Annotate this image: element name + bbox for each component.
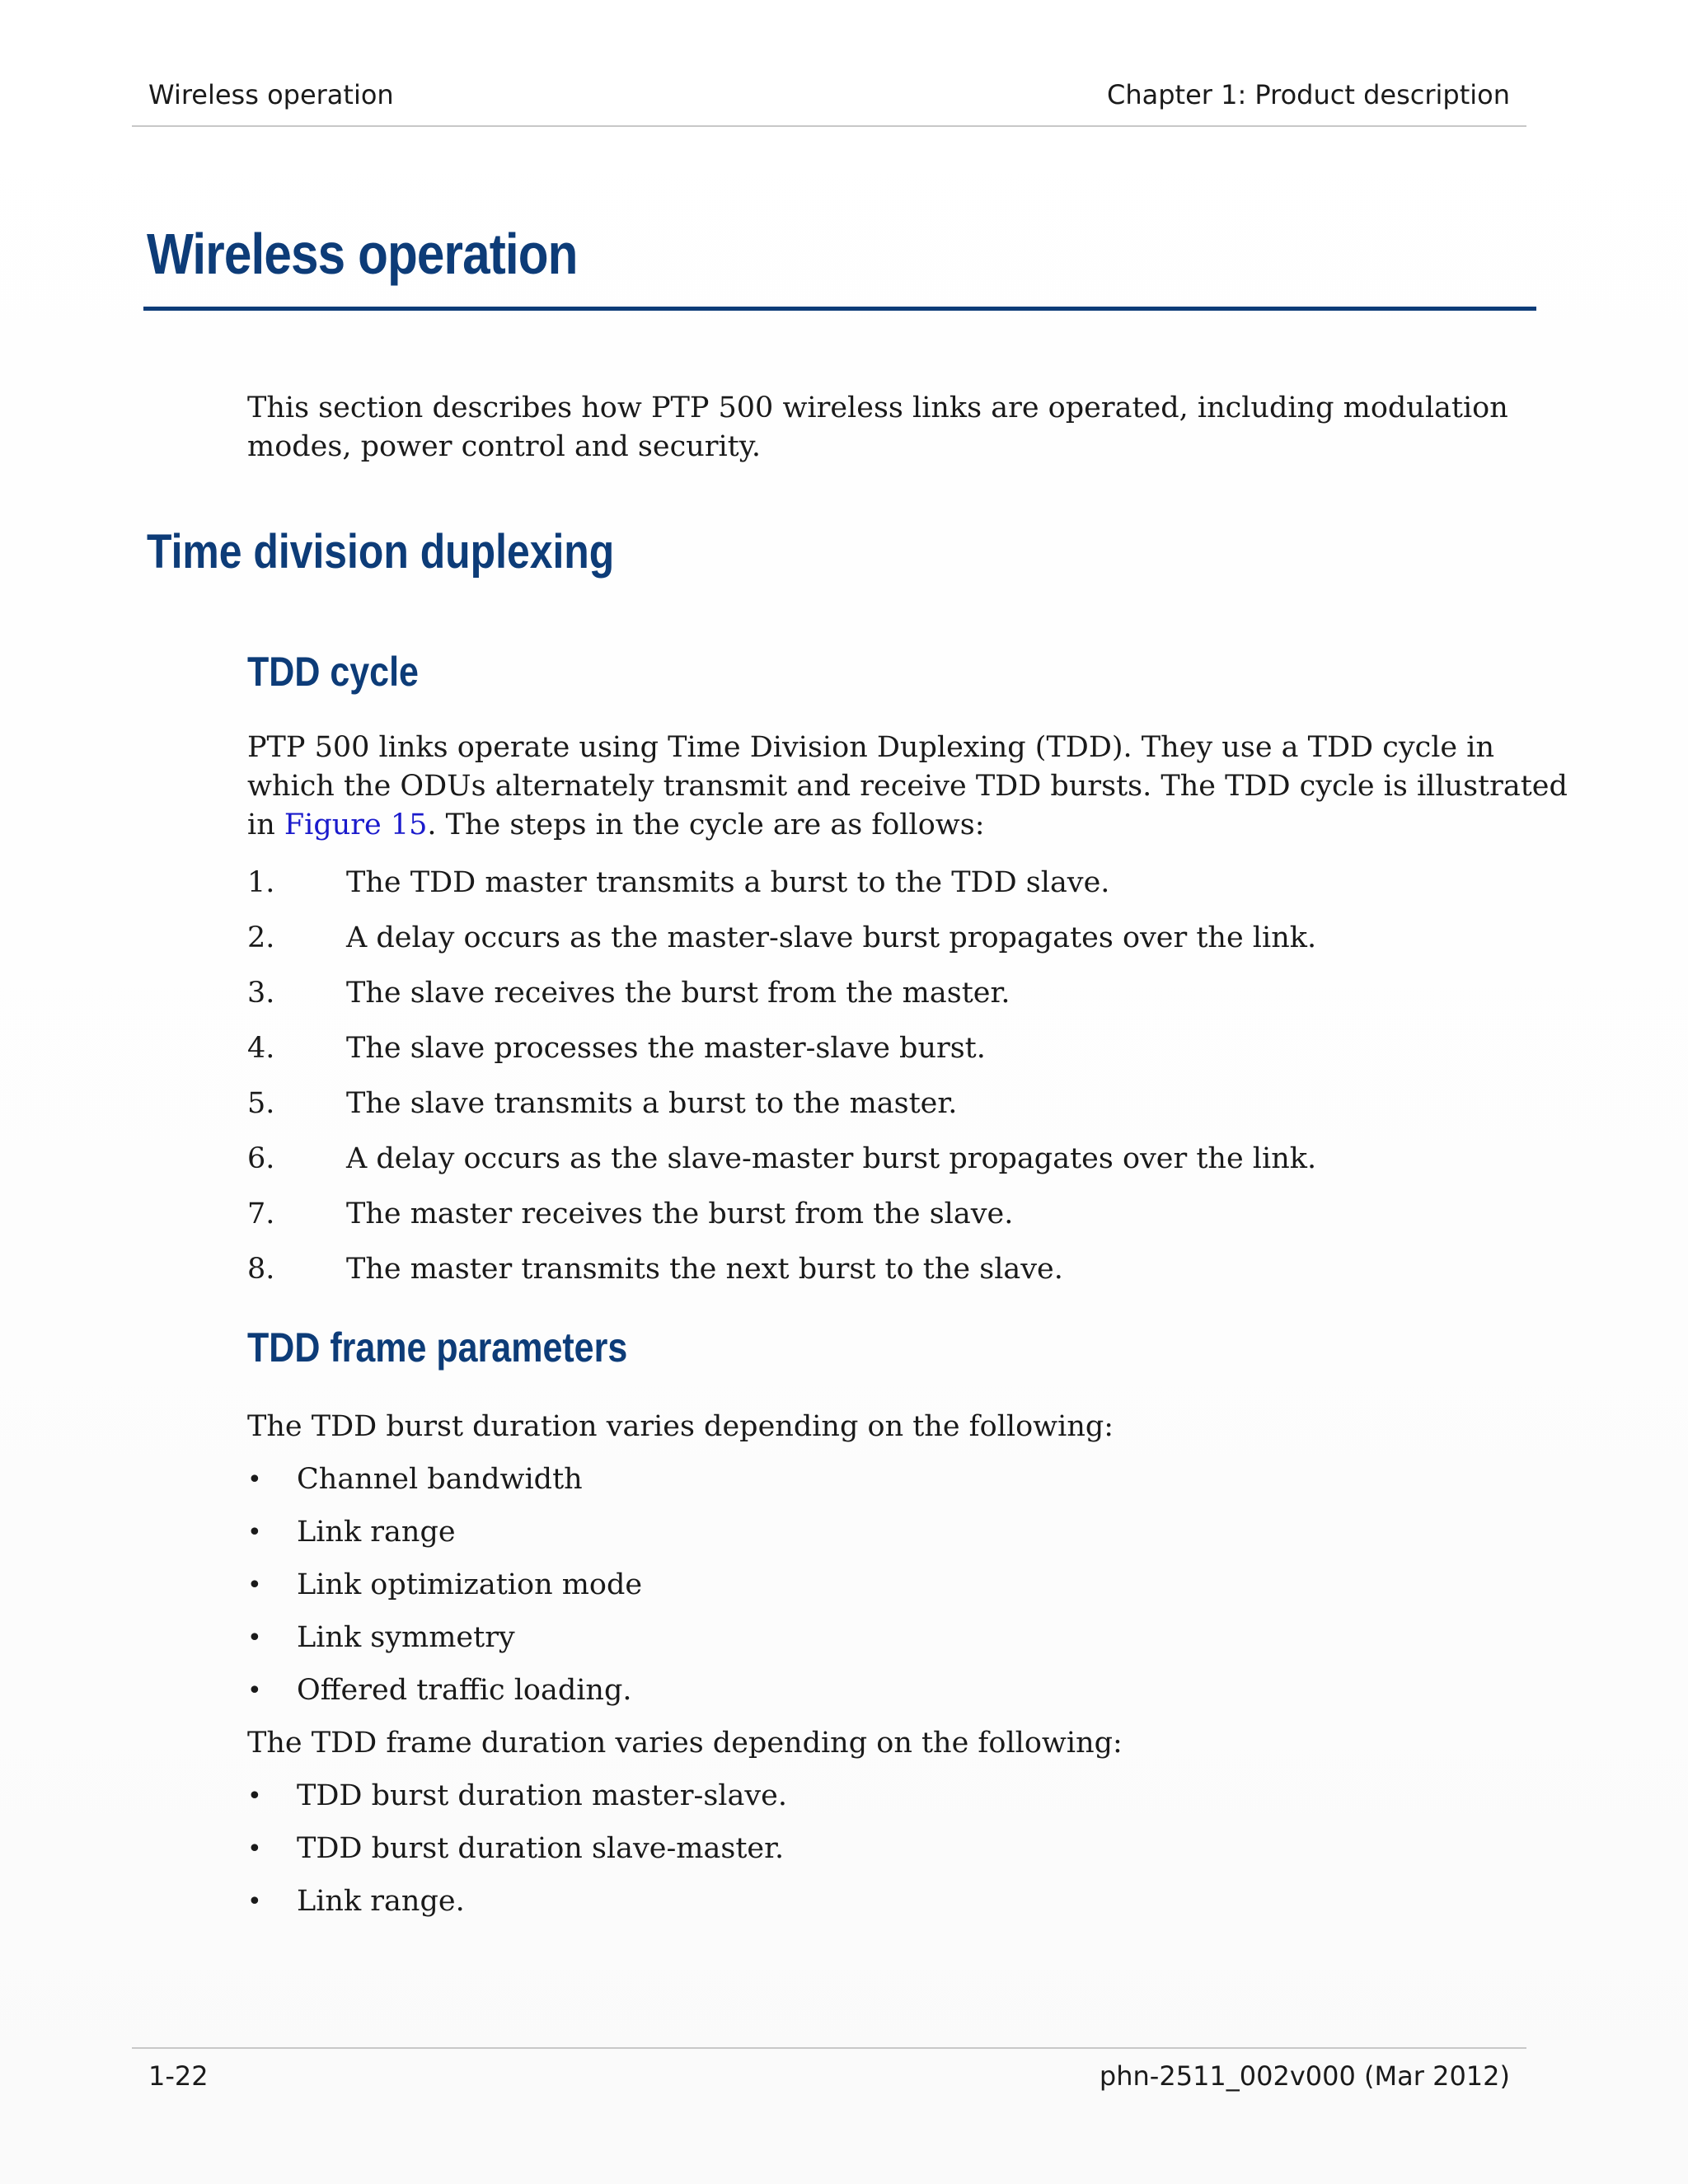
bullet-icon: • [247, 1887, 262, 1916]
burst-intro: The TDD burst duration varies depending on the following: [247, 1410, 1114, 1443]
list-number: 1. [247, 866, 275, 899]
bullet-icon: • [247, 1571, 262, 1600]
list-number: 4. [247, 1032, 275, 1065]
subsection-heading-tdd-frame: TDD frame parameters [247, 1324, 628, 1371]
page-number: 1-22 [148, 2060, 209, 2092]
list-text: The master transmits the next burst to the slave. [346, 1253, 1063, 1286]
header-divider [132, 125, 1526, 127]
intro-line: modes, power control and security. [247, 430, 761, 463]
list-text: Link range. [297, 1885, 465, 1918]
list-text: A delay occurs as the master-slave burst propagates over the link. [346, 921, 1317, 954]
intro-line: This section describes how PTP 500 wireless links are operated, including modulation [247, 391, 1508, 424]
bullet-icon: • [247, 1782, 262, 1811]
list-number: 5. [247, 1087, 275, 1120]
list-number: 7. [247, 1197, 275, 1230]
list-text: Link optimization mode [297, 1568, 643, 1601]
bullet-icon: • [247, 1465, 262, 1494]
tdd-cycle-paragraph [247, 729, 1568, 845]
paragraph-text: . The steps in the cycle are as follows: [427, 808, 985, 841]
list-text: The slave processes the master-slave burst. [346, 1032, 986, 1065]
subsection-heading-tdd-cycle: TDD cycle [247, 649, 419, 695]
footer-divider [132, 2047, 1526, 2049]
section-heading: Time division duplexing [147, 525, 615, 579]
bullet-icon: • [247, 1624, 262, 1652]
list-text: The master receives the burst from the slave. [346, 1197, 1014, 1230]
bullet-icon: • [247, 1676, 262, 1705]
title-underline [143, 307, 1536, 311]
list-text: Link symmetry [297, 1621, 515, 1654]
list-text: TDD burst duration slave-master. [297, 1832, 785, 1865]
list-number: 3. [247, 977, 275, 1010]
bullet-icon: • [247, 1835, 262, 1863]
page-title: Wireless operation [147, 222, 578, 286]
list-text: TDD burst duration master-slave. [297, 1779, 787, 1812]
list-number: 2. [247, 921, 275, 954]
list-number: 6. [247, 1142, 275, 1175]
list-text: The slave receives the burst from the master. [346, 977, 1010, 1010]
running-header-right: Chapter 1: Product description [1106, 79, 1510, 110]
figure-15-link[interactable]: Figure 15 [284, 808, 428, 841]
list-number: 8. [247, 1253, 275, 1286]
list-text: The TDD master transmits a burst to the TDD slave. [346, 866, 1110, 899]
bullet-icon: • [247, 1518, 262, 1547]
list-text: Channel bandwidth [297, 1463, 583, 1496]
running-header-left: Wireless operation [148, 79, 394, 110]
list-text: Offered traffic loading. [297, 1674, 632, 1707]
frame-intro: The TDD frame duration varies depending on the following: [247, 1727, 1123, 1760]
paragraph-line [247, 806, 1533, 845]
paragraph-line: which the ODUs alternately transmit and receive TDD bursts. The TDD cycle is illustrated [247, 770, 1568, 803]
paragraph-text: in [247, 808, 284, 841]
intro-paragraph [247, 389, 1533, 466]
paragraph-line: PTP 500 links operate using Time Division Duplexing (TDD). They use a TDD cycle in [247, 731, 1494, 764]
list-text: Link range [297, 1516, 456, 1549]
list-text: The slave transmits a burst to the master. [346, 1087, 958, 1120]
list-text: A delay occurs as the slave-master burst propagates over the link. [346, 1142, 1317, 1175]
document-id: phn-2511_002v000 (Mar 2012) [1099, 2060, 1510, 2092]
